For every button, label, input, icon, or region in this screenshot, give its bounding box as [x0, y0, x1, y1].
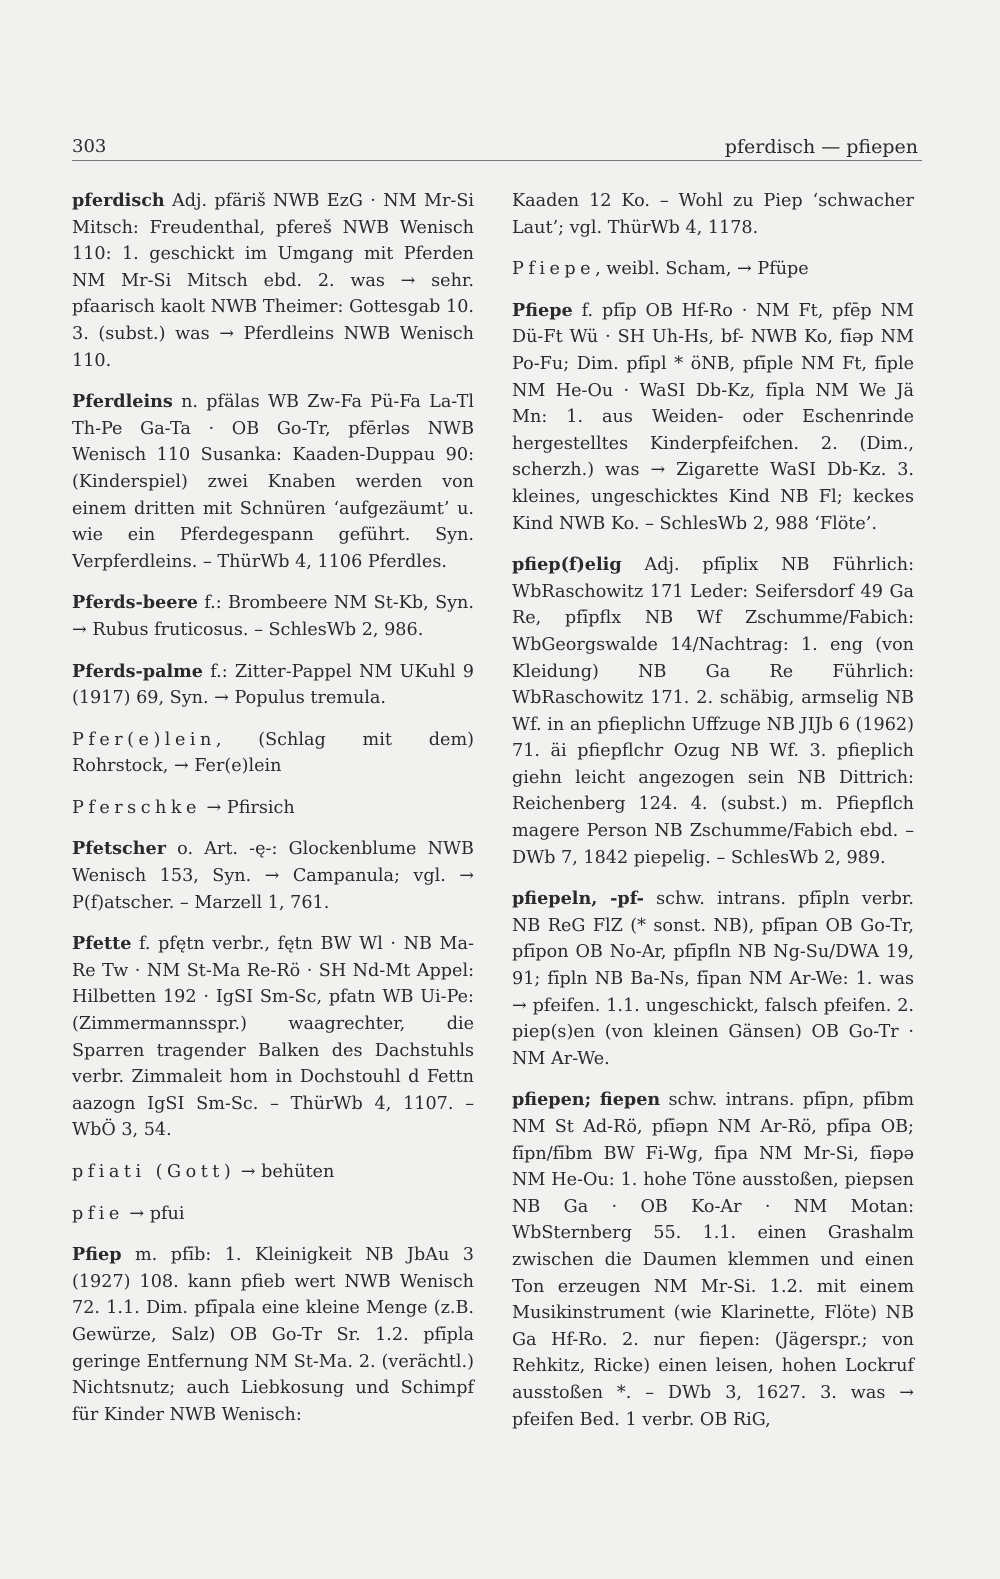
headword: Pfiepe	[512, 299, 573, 321]
headword: Pfiep	[72, 1244, 122, 1266]
entry-pferelein	[72, 727, 474, 780]
headword: Pfetscher	[72, 838, 166, 860]
headword: pfiepeln, -pf-	[512, 888, 644, 910]
entry-pfie	[72, 1201, 474, 1228]
headword: Pferds-beere	[72, 592, 198, 614]
entry-text: , (Schlag mit dem) Rohrstock, → Fer(e)lein	[72, 729, 474, 777]
right-column	[512, 188, 914, 1448]
left-column	[72, 188, 474, 1443]
entry-text: Adj. pfäriš NWB EzG · NM Mr-Si Mitsch: Freudenthal, pfereš NWB Wenisch 110: 1. geschickt im Umgang mit Pferden NM Mr-Si Mitsch ebd. 2. was → sehr. pfaarisch kaolt NWB Theimer: Gottesgab 10. 3. (subst.) was → Pferdleins NWB Wenisch 110.	[72, 191, 474, 371]
entry-pferds-beere	[72, 590, 474, 643]
entry-pferdleins	[72, 389, 474, 575]
headword: pfiep(f)elig	[512, 554, 622, 576]
entry-text: f.: Brombeere NM St-Kb, Syn. → Rubus fruticosus. – SchlesWb 2, 986.	[72, 593, 474, 640]
spaced-headword: pfie	[72, 1203, 124, 1224]
entry-pferdisch	[72, 188, 474, 374]
entry-text: Kaaden 12 Ko. – Wohl zu Piep ‘schwacher Laut’; vgl. ThürWb 4, 1178.	[512, 191, 914, 238]
entry-pferschke	[72, 795, 474, 822]
entry-text: n. pfälas WB Zw-Fa Pü-Fa La-Tl Th-Pe Ga-Ta · OB Go-Tr, pfērləs NWB Wenisch 110 Susanka: Kaaden-Duppau 90: (Kinderspiel) zwei Knaben werden von einem dritten mit Schnüren ‘aufgezäumt’ u. wie ein Pferdegespann geführt. Syn. Verpferdleins. – ThürWb 4, 1106 Pferdles.	[72, 392, 474, 572]
page-number: 303	[72, 136, 107, 157]
running-head: pferdisch — pfiepen	[724, 136, 918, 158]
page-header	[72, 132, 922, 161]
entry-pfetscher	[72, 836, 474, 916]
headword: Pferdleins	[72, 391, 173, 413]
entry-text: , weibl. Scham, → Pfüpe	[595, 259, 809, 280]
spaced-headword: Pfer(e)lein	[72, 729, 216, 750]
entry-pfiepeln	[512, 886, 914, 1072]
entry-pfiepe-ref	[512, 256, 914, 283]
spaced-headword: Pferschke	[72, 797, 201, 818]
headword: pfiepen; fiepen	[512, 1089, 661, 1111]
entry-text: f. pfętn verbr., fętn BW Wl · NB Ma-Re Tw · NM St-Ma Re-Rö · SH Nd-Mt Appel: Hilbetten 192 · IgSI Sm-Sc, pfatn WB Ui-Pe: (Zimmermannsspr.) waagrechter, die Sparren tragender Balken des Dachstuhls verbr. Zimmaleit hom in Dochstouhl d Fettn aazogn IgSI Sm-Sc. – ThürWb 4, 1107. – WbÖ 3, 54.	[72, 934, 474, 1141]
headword: pferdisch	[72, 190, 165, 211]
entry-text: schw. intrans. pfīpn, pfībm NM St Ad-Rö, pfīəpn NM Ar-Rö, pfīpa OB; fīpn/fībm BW Fi-Wg, fīpa NM Mr-Si, fīəpə NM He-Ou: 1. hohe Töne ausstoßen, piepsen NB Ga · OB Ko-Ar · NM Motan: WbSternberg 55. 1.1. einen Grashalm zwischen die Daumen klemmen und einen Ton erzeugen NM Mr-Si. 1.2. mit einem Musikinstrument (wie Klarinette, Flöte) NB Ga Hf-Ro. 2. nur fiepen: (Jägerspr.; von Rehkitz, Ricke) einen leisen, hohen Lockruf ausstoßen *. – DWb 3, 1627. 3. was → pfeifen Bed. 1 verbr. OB RiG,	[512, 1090, 914, 1430]
entry-continuation	[512, 188, 914, 241]
entry-pfiepfelig	[512, 552, 914, 871]
entry-text: m. pfīb: 1. Kleinigkeit NB JbAu 3 (1927) 108. kann pfieb wert NWB Wenisch 72. 1.1. Dim. pfīpala eine kleine Menge (z.B. Gewürze, Salz) OB Go-Tr Sr. 1.2. pfīpla geringe Entfernung NM St-Ma. 2. (verächtl.) Nichtsnutz; auch Liebkosung und Schimpf für Kinder NWB Wenisch:	[72, 1245, 474, 1425]
entry-pfiati	[72, 1159, 474, 1186]
spaced-headword: pfiati (Gott)	[72, 1162, 236, 1182]
entry-pferds-palme	[72, 659, 474, 712]
entry-text: Adj. pfīplix NB Führlich: WbRaschowitz 171 Leder: Seifersdorf 49 Ga Re, pfīpflx NB Wf Zschumme/Fabich: WbGeorgswalde 14/Nachtrag: 1. eng (von Kleidung) NB Ga Re Führlich: WbRaschowitz 171. 2. schäbig, armselig NB Wf. in an pfieplichn Uffzuge NB JIJb 6 (1962) 71. äi pfiepflchr Ozug NB Wf. 3. pfieplich giehn leicht angezogen sein NB Dittrich: Reichenberg 124. 4. (subst.) m. Pfiepflch magere Person NB Zschumme/Fabich ebd. – DWb 7, 1842 piepelig. – SchlesWb 2, 989.	[512, 555, 914, 868]
headword: Pfette	[72, 933, 132, 955]
entry-pfiepen	[512, 1087, 914, 1433]
entry-text: o. Art. -ę-: Glockenblume NWB Wenisch 153, Syn. → Campanula; vgl. → P(f)atscher. – Marzell 1, 761.	[72, 839, 474, 913]
entry-pfiepe	[512, 298, 914, 537]
entry-pfette	[72, 931, 474, 1144]
spaced-headword: Pfiepe	[512, 259, 596, 280]
entry-text: f.: Zitter-Pappel NM UKuhl 9 (1917) 69, Syn. → Populus tremula.	[72, 661, 474, 709]
headword: Pferds-palme	[72, 660, 203, 682]
entry-text: f. pfīp OB Hf-Ro · NM Ft, pfēp NM Dü-Ft Wü · SH Uh-Hs, bf- NWB Ko, fīəp NM Po-Fu; Dim. pfīpl * öNB, pfīple NM Ft, fīple NM He-Ou · WaSI Db-Kz, fīpla NM We Jä Mn: 1. aus Weiden- oder Eschenrinde hergestelltes Kinderpfeifchen. 2. (Dim., scherzh.) was → Zigarette WaSI Db-Kz. 3. kleines, ungeschicktes Kind NB Fl; keckes Kind NWB Ko. – SchlesWb 2, 988 ‘Flöte’.	[512, 300, 914, 534]
entry-text: → pfui	[123, 1203, 185, 1224]
entry-text: → behüten	[235, 1162, 335, 1182]
entry-text: → Pfirsich	[200, 797, 295, 818]
entry-pfiep	[72, 1242, 474, 1428]
entry-text: schw. intrans. pfīpln verbr. NB ReG FlZ (* sonst. NB), pfīpan OB Go-Tr, pfīpon OB No-Ar, pfīpfln NB Ng-Su/DWA 19, 91; fīpln NB Ba-Ns, fīpan NM Ar-We: 1. was → pfeifen. 1.1. ungeschickt, falsch pfeifen. 2. piep(s)en (von kleinen Gänsen) OB Go-Tr · NM Ar-We.	[512, 889, 914, 1069]
